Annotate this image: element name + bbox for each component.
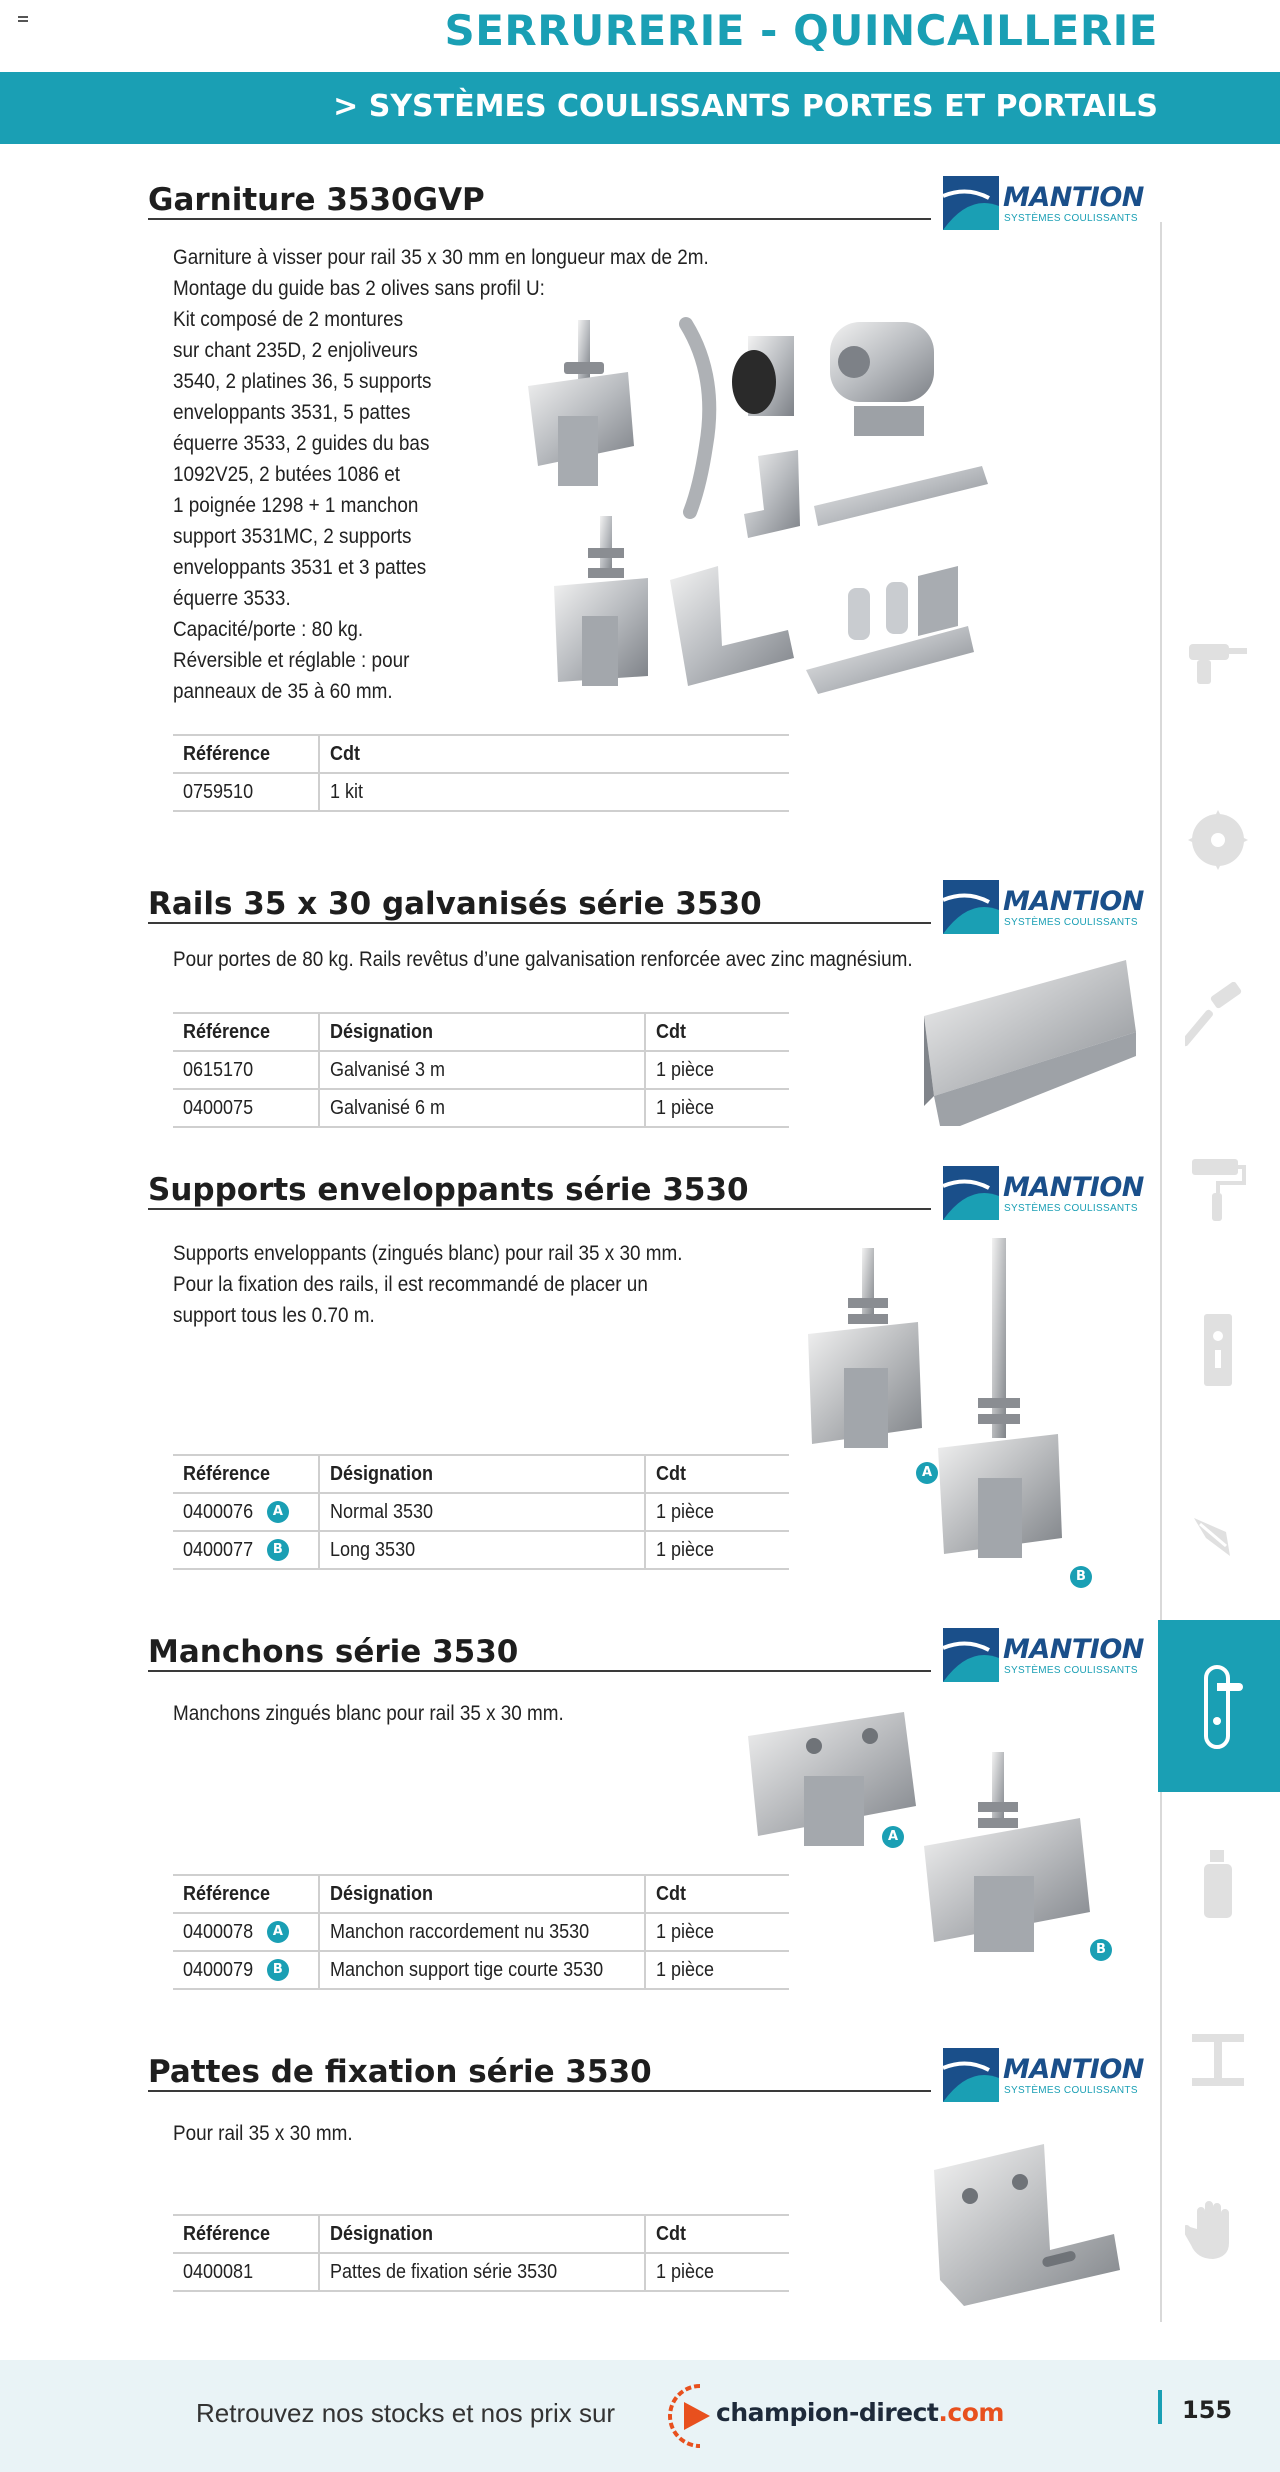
product-description: Garniture à visser pour rail 35 x 30 mm en longueur max de 2m. Montage du guide bas 2 olives sans profil U: Kit composé de 2 montures sur chant 235D, 2 enjoliveurs 3540, 2 platines 36, 5 supports enveloppants 3531, 5 pattes équerre 3533, 2 guides du bas 1092V25, 2 butées 1086 et 1 poignée 1298 + 1 manchon support 3531MC, 2 supports enveloppants 3531 et 3 pattes équerre 3533. Capacité/porte : 80 kg. Réversible et réglable : pour panneaux de 35 à 60 mm. (173, 246, 709, 703)
door-handle-icon (1194, 1661, 1244, 1751)
table-row (173, 1913, 789, 1951)
reference-code: 0400081 (183, 2260, 254, 2283)
product-description: Pour portes de 80 kg. Rails revêtus d’une galvanisation renforcée avec zinc magnésium. (173, 948, 913, 971)
designation: Manchon raccordement nu 3530 (330, 1920, 590, 1943)
section-title: Supports enveloppants série 3530 (148, 1172, 749, 1208)
footer-brand-link[interactable] (716, 2398, 1004, 2427)
footer (0, 2360, 1280, 2472)
column-header: Référence (183, 1882, 271, 1905)
brand-name: MANTION (1003, 886, 1144, 917)
reference-table (173, 734, 789, 812)
brand-logo (943, 1166, 1144, 1220)
reference-code: 0615170 (183, 1058, 254, 1081)
brand-name: MANTION (1003, 1634, 1144, 1665)
mantion-logo-icon (943, 176, 999, 230)
mantion-logo-icon (943, 1166, 999, 1220)
screw-icon[interactable] (1178, 1490, 1258, 1570)
reference-code: 0759510 (183, 780, 254, 803)
table-header-row (173, 1875, 789, 1913)
column-header: Désignation (330, 1020, 434, 1043)
column-header: Référence (183, 1020, 271, 1043)
variant-badge: B (267, 1959, 289, 1981)
product-image-kit (518, 316, 1108, 736)
brand-tagline: SYSTÈMES COULISSANTS (1004, 2085, 1138, 2096)
packaging: 1 pièce (656, 1500, 715, 1523)
column-header: Référence (183, 742, 271, 765)
footer-brand-tld: .com (938, 2398, 1004, 2427)
variant-badge: A (267, 1921, 289, 1943)
footer-separator (1158, 2390, 1162, 2424)
page-number: 155 (1182, 2396, 1233, 2424)
glove-icon[interactable] (1178, 2196, 1258, 2276)
door-handle-tab[interactable] (1158, 1620, 1280, 1792)
page-subtitle: > SYSTÈMES COULISSANTS PORTES ET PORTAILS (333, 89, 1158, 124)
hammer-icon[interactable] (1178, 975, 1258, 1055)
column-header: Cdt (656, 2222, 686, 2245)
saw-blade-icon[interactable] (1178, 800, 1258, 880)
product-description: Supports enveloppants (zingués blanc) pour rail 35 x 30 mm. Pour la fixation des rails, il est recommandé de placer un support tous les 0.70 m. (173, 1242, 683, 1327)
reference-table (173, 1012, 789, 1128)
reference-table (173, 1454, 789, 1570)
packaging: 1 pièce (656, 2260, 715, 2283)
product-image-supports (798, 1238, 1098, 1598)
mantion-logo-icon (943, 880, 999, 934)
designation: Galvanisé 3 m (330, 1058, 446, 1081)
mantion-logo-icon (943, 2048, 999, 2102)
column-header: Référence (183, 2222, 271, 2245)
section-rule (148, 1670, 931, 1672)
mantion-logo-icon (943, 1628, 999, 1682)
steel-beam-icon[interactable] (1178, 2020, 1258, 2100)
section-rule (148, 218, 931, 220)
reference-code: 0400076 (183, 1500, 254, 1523)
table-row (173, 2253, 789, 2291)
section-title: Pattes de fixation série 3530 (148, 2054, 652, 2090)
brand-tagline: SYSTÈMES COULISSANTS (1004, 1203, 1138, 1214)
packaging: 1 pièce (656, 1958, 715, 1981)
designation: Normal 3530 (330, 1500, 434, 1523)
table-header-row (173, 1455, 789, 1493)
brand-tagline: SYSTÈMES COULISSANTS (1004, 917, 1138, 928)
image-badge-b: B (1070, 1566, 1092, 1588)
brand-name: MANTION (1003, 182, 1144, 213)
drill-icon[interactable] (1178, 622, 1258, 702)
section-title: Manchons série 3530 (148, 1634, 519, 1670)
section-manchons (148, 1628, 1144, 1988)
section-title: Rails 35 x 30 galvanisés série 3530 (148, 886, 762, 922)
table-row (173, 1493, 789, 1531)
image-badge-a: A (882, 1826, 904, 1848)
table-row (173, 1531, 789, 1569)
section-rule (148, 1208, 931, 1210)
reference-code: 0400079 (183, 1958, 254, 1981)
brand-tagline: SYSTÈMES COULISSANTS (1004, 1665, 1138, 1676)
column-header: Cdt (656, 1020, 686, 1043)
packaging: 1 pièce (656, 1538, 715, 1561)
column-header: Désignation (330, 1462, 434, 1485)
table-row (173, 773, 789, 811)
column-header: Désignation (330, 2222, 434, 2245)
brand-logo (943, 880, 1144, 934)
table-row (173, 1089, 789, 1127)
image-badge-b: B (1090, 1939, 1112, 1961)
column-header: Référence (183, 1462, 271, 1485)
section-rails (148, 880, 1144, 1140)
section-rule (148, 922, 931, 924)
brand-logo (943, 176, 1144, 230)
table-row (173, 1051, 789, 1089)
designation: Long 3530 (330, 1538, 416, 1561)
section-rule (148, 2090, 931, 2092)
section-pattes (148, 2048, 1144, 2338)
reference-table (173, 2214, 789, 2292)
product-description: Pour rail 35 x 30 mm. (173, 2122, 353, 2145)
packaging: 1 pièce (656, 1920, 715, 1943)
reference-table (173, 1874, 789, 1990)
product-image-pattes (924, 2130, 1124, 2310)
footer-brand-main: champion-direct (716, 2398, 939, 2427)
reference-code: 0400077 (183, 1538, 254, 1561)
brand-tagline: SYSTÈMES COULISSANTS (1004, 213, 1138, 224)
section-supports (148, 1166, 1144, 1596)
spray-can-icon[interactable] (1178, 1842, 1258, 1922)
designation: Galvanisé 6 m (330, 1096, 446, 1119)
paint-roller-icon[interactable] (1178, 1150, 1258, 1230)
packaging: 1 kit (330, 780, 364, 803)
door-lock-icon[interactable] (1178, 1310, 1258, 1390)
brand-logo (943, 1628, 1144, 1682)
brand-logo (943, 2048, 1144, 2102)
section-title: Garniture 3530GVP (148, 182, 485, 218)
variant-badge: B (267, 1539, 289, 1561)
sidebar-divider (1160, 222, 1162, 2322)
product-description: Manchons zingués blanc pour rail 35 x 30 mm. (173, 1702, 564, 1725)
brand-name: MANTION (1003, 1172, 1144, 1203)
column-header: Cdt (330, 742, 360, 765)
reference-code: 0400075 (183, 1096, 254, 1119)
column-header: Désignation (330, 1882, 434, 1905)
product-image-manchons (744, 1706, 1124, 1996)
menu-icon[interactable] (18, 16, 28, 26)
packaging: 1 pièce (656, 1096, 715, 1119)
product-image-rail (920, 956, 1138, 1132)
image-badge-a: A (916, 1462, 938, 1484)
designation: Pattes de fixation série 3530 (330, 2260, 558, 2283)
designation: Manchon support tige courte 3530 (330, 1958, 604, 1981)
footer-text: Retrouvez nos stocks et nos prix sur (196, 2398, 616, 2428)
column-header: Cdt (656, 1882, 686, 1905)
reference-code: 0400078 (183, 1920, 254, 1943)
table-header-row (173, 735, 789, 773)
table-header-row (173, 2215, 789, 2253)
column-header: Cdt (656, 1462, 686, 1485)
table-row (173, 1951, 789, 1989)
table-header-row (173, 1013, 789, 1051)
variant-badge: A (267, 1501, 289, 1523)
section-garniture (148, 176, 1144, 816)
page-title: SERRURERIE - QUINCAILLERIE (444, 6, 1158, 55)
packaging: 1 pièce (656, 1058, 715, 1081)
subtitle-band (0, 72, 1280, 144)
brand-name: MANTION (1003, 2054, 1144, 2085)
